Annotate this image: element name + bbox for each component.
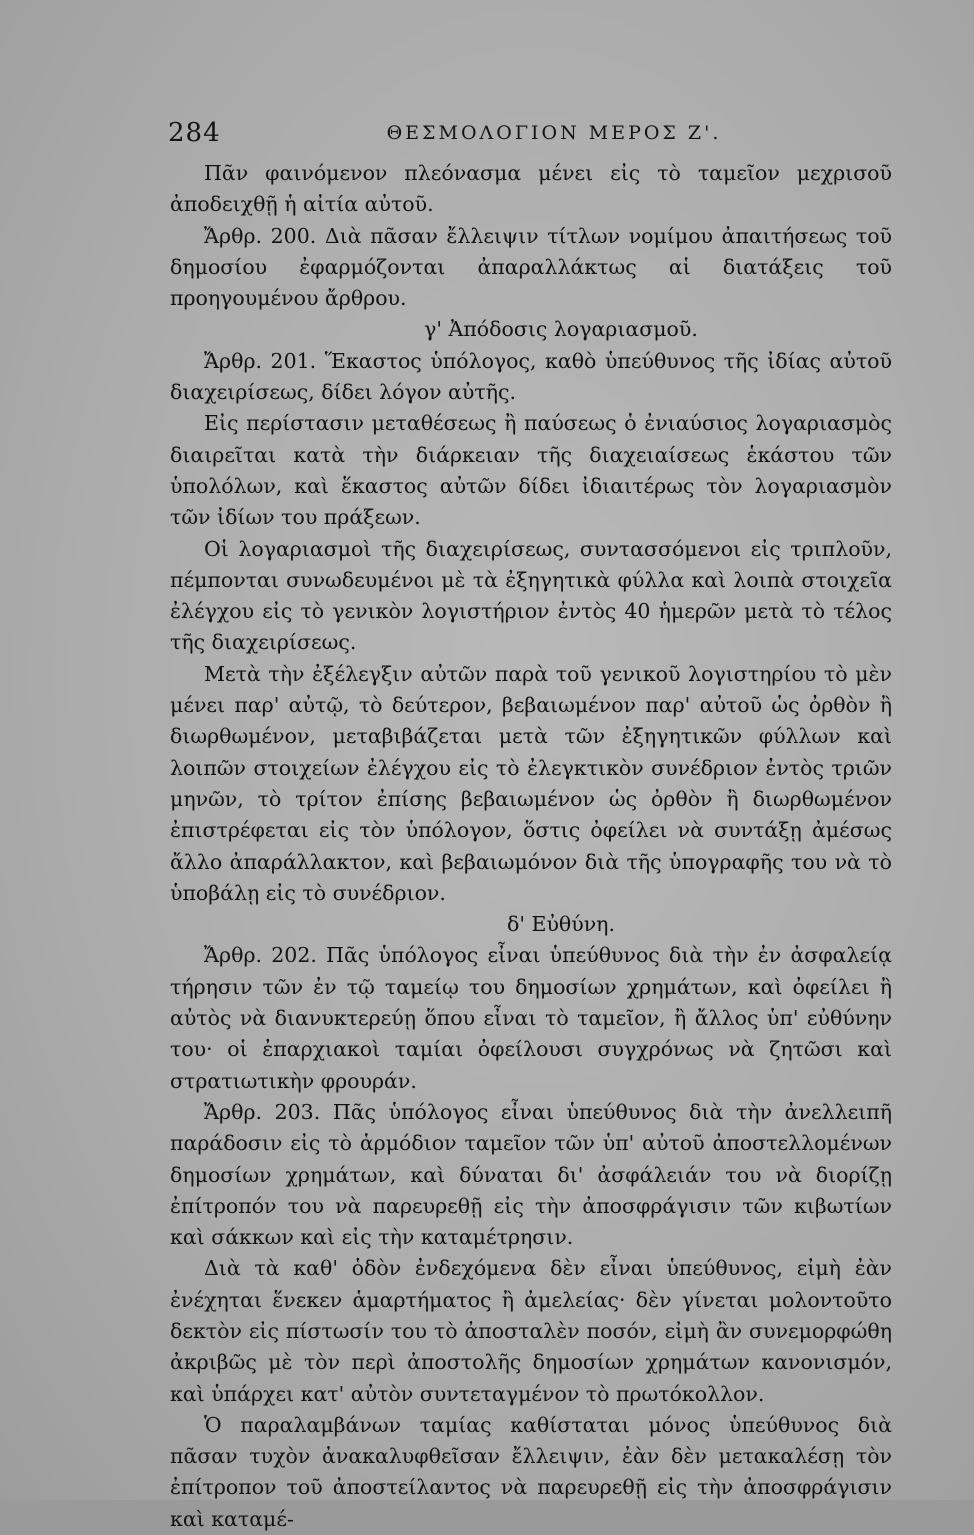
paragraph-receiving-cashier: Ὁ παραλαμβάνων ταμίας καθίσταται μόνος ὑπεύθυνος διὰ πᾶσαν τυχὸν ἀνακαλυφθεῖσαν ἔλλειψιν, ἐὰν δὲν μετακαλέσῃ τὸν ἐπίτροπον τοῦ ἀποστείλαντος νὰ παρευρεθῇ εἰς τὴν ἀποσφράγισιν καὶ καταμέ- <box>170 1412 892 1531</box>
paragraph-audit: Μετὰ τὴν ἐξέλεγξιν αὐτῶν παρὰ τοῦ γενικοῦ λογιστηρίου τὸ μὲν μένει παρ' αὐτῷ, τὸ δεύτερον, βεβαιωμένον παρ' αὐτοῦ ὡς ὀρθὸν ἢ διωρθωμένον, μεταβιβάζεται μετὰ τῶν ἐξηγητικῶν φύλλων καὶ λοιπῶν στοιχείων ἐλέγχου εἰς τὸ ἐλεγκτικὸν συνέδριον ἐντὸς τριῶν μηνῶν, τὸ τρίτον ἐπίσης βεβαιωμένον ὡς ὀρθὸν ἢ διωρθωμένον ἐπιστρέφεται εἰς τὸν ὑπόλογον, ὅστις ὀφείλει νὰ συντάξῃ ἀμέσως ἄλλο ἀπαράλλακτον, καὶ βεβαιωμόνον διὰ τῆς ὑπογραφῆς του νὰ τὸ ὑποβάλῃ εἰς τὸ συνέδριον. <box>170 661 892 905</box>
body-text <box>170 158 892 1535</box>
article-201: Ἄρθρ. 201. Ἕκαστος ὑπόλογος, καθὸ ὑπεύθυνος τῆς ἰδίας αὐτοῦ διαχειρίσεως, δίδει λόγον αὐτῆς. <box>170 348 892 405</box>
page-number: 284 <box>168 118 221 148</box>
header-title: ΘΕΣΜΟΛΟΓΙΟΝ ΜΕΡΟΣ Ζ'. <box>386 122 722 144</box>
running-head <box>168 118 890 152</box>
section-heading-accounts: γ' Ἀπόδοσις λογαριασμοῦ. <box>424 317 698 342</box>
article-200: Ἄρθρ. 200. Διὰ πᾶσαν ἔλλειψιν τίτλων νομίμου ἀπαιτήσεως τοῦ δημοσίου ἐφαρμόζονται ἀπαραλλάκτως αἱ διατάξεις τοῦ προηγουμένου ἄρθρου. <box>170 223 892 311</box>
paragraph-surplus: Πᾶν φαινόμενον πλεόνασμα μένει εἰς τὸ ταμεῖον μεχρισοῦ ἀποδειχθῇ ἡ αἰτία αὐτοῦ. <box>170 161 892 217</box>
paragraph-accounts-triplicate: Οἱ λογαριασμοὶ τῆς διαχειρίσεως, συντασσόμενοι εἰς τριπλοῦν, πέμπονται συνωδευμένοι μὲ τὰ ἐξηγητικὰ φύλλα καὶ λοιπὰ στοιχεῖα ἐλέγχου εἰς τὸ γενικὸν λογιστήριον ἐντὸς 40 ἡμερῶν μετὰ τὸ τέλος τῆς διαχειρίσεως. <box>170 536 892 655</box>
article-202: Ἄρθρ. 202. Πᾶς ὑπόλογος εἶναι ὑπεύθυνος διὰ τὴν ἐν ἀσφαλείᾳ τήρησιν τῶν ἐν τῷ ταμείῳ του δημοσίων χρημάτων, καὶ ὀφείλει ἢ αὐτὸς νὰ διανυκτερεύῃ ὅπου εἶναι τὸ ταμεῖον, ἢ ἄλλος ὑπ' εὐθύνην του· οἱ ἐπαρχιακοὶ ταμίαι ὀφείλουσι συγχρόνως νὰ ζητῶσι καὶ στρατιωτικὴν φρουράν. <box>170 943 892 1093</box>
article-203: Ἄρθρ. 203. Πᾶς ὑπόλογος εἶναι ὑπεύθυνος διὰ τὴν ἀνελλειπῆ παράδοσιν εἰς τὸ ἁρμόδιον ταμεῖον τῶν ὑπ' αὐτοῦ ἀποστελλομένων δημοσίων χρημάτων, καὶ δύναται δι' ἀσφάλειάν του νὰ διορίζῃ ἐπίτροπόν του νὰ παρευρεθῇ εἰς τὴν ἀποσφράγισιν τῶν κιβωτίων καὶ σάκκων καὶ εἰς τὴν καταμέτρησιν. <box>170 1099 892 1250</box>
paragraph-in-transit: Διὰ τὰ καθ' ὁδὸν ἐνδεχόμενα δὲν εἶναι ὑπεύθυνος, εἰμὴ ἐὰν ἐνέχηται ἕνεκεν ἁμαρτήματος ἢ ἀμελείας· δὲν γίνεται μολοντοῦτο δεκτὸν εἰς πίστωσίν του τὸ ἀποσταλὲν ποσόν, εἰμὴ ἂν συνεμορφώθη ἀκριβῶς μὲ τὸν περὶ ἀποστολῆς δημοσίων χρημάτων κανονισμόν, καὶ ὑπάρχει κατ' αὐτὸν συντεταγμένον τὸ πρωτόκολλον. <box>170 1256 892 1406</box>
paragraph-transfer: Εἰς περίστασιν μεταθέσεως ἢ παύσεως ὁ ἐνιαύσιος λογαριασμὸς διαιρεῖται κατὰ τὴν διάρκειαν τῆς διαχειαίσεως ἑκάστου τῶν ὑπολόλων, καὶ ἕκαστος αὐτῶν δίδει ἰδιαιτέρως τὸν λογαριασμὸν τῶν ἰδίων του πράξεων. <box>170 411 892 530</box>
section-heading-liability: δ' Εὐθύνη. <box>507 912 615 937</box>
